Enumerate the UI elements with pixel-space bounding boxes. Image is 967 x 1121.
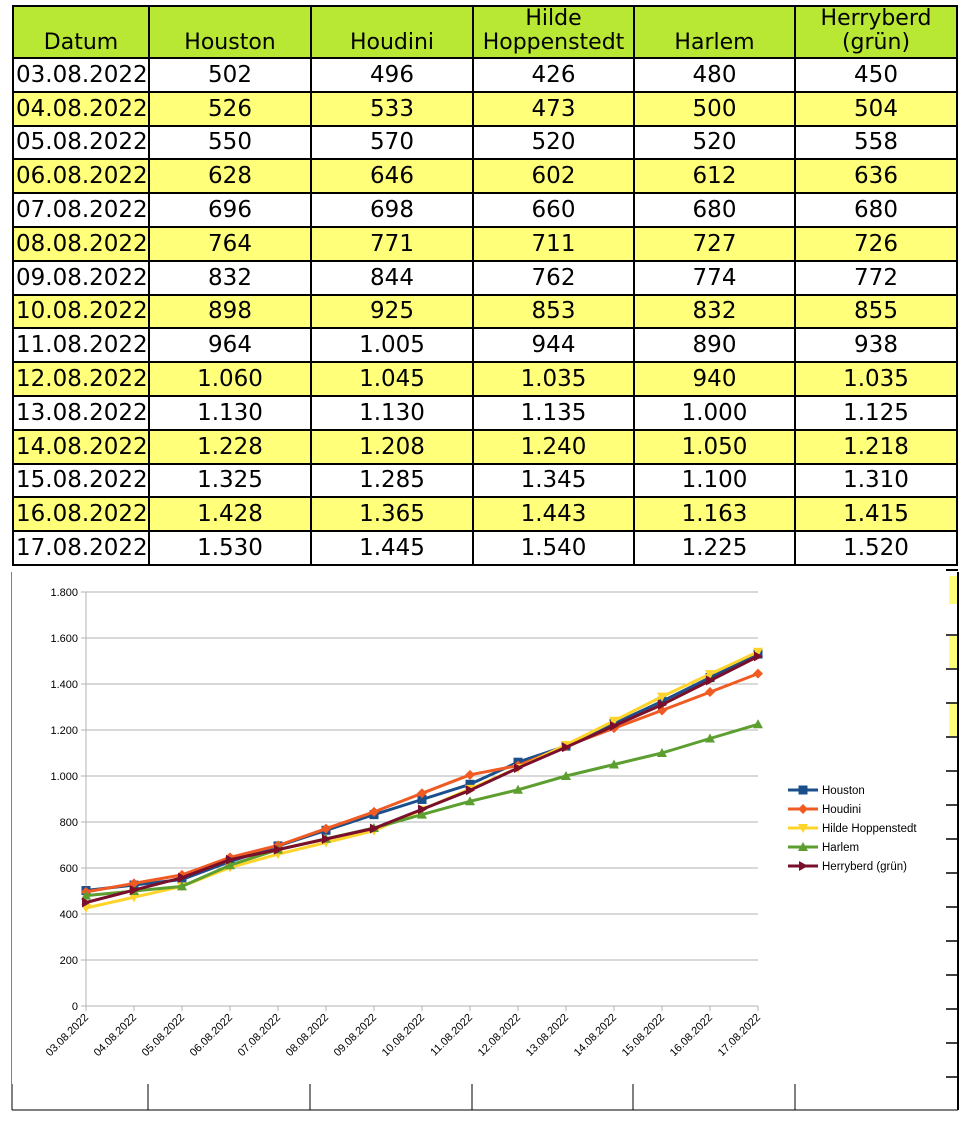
value-cell[interactable]: 533 <box>311 92 473 126</box>
value-cell[interactable]: 450 <box>795 58 957 92</box>
value-cell[interactable]: 890 <box>634 328 795 362</box>
value-cell[interactable]: 1.050 <box>634 430 795 464</box>
legend-entry: Harlem <box>822 842 860 854</box>
data-point <box>798 804 808 814</box>
value-cell[interactable]: 1.125 <box>795 396 957 430</box>
value-cell[interactable]: 1.035 <box>795 362 957 396</box>
value-cell[interactable]: 520 <box>473 126 634 160</box>
value-cell[interactable]: 1.240 <box>473 430 634 464</box>
y-tick-label: 1.000 <box>50 771 78 783</box>
value-cell[interactable]: 925 <box>311 295 473 329</box>
value-cell[interactable]: 726 <box>795 227 957 261</box>
value-cell[interactable]: 1.045 <box>311 362 473 396</box>
value-cell[interactable]: 1.310 <box>795 464 957 498</box>
y-tick-label: 600 <box>59 863 78 875</box>
x-tick-label: 15.08.2022 <box>619 1011 668 1060</box>
y-tick-label: 1.800 <box>50 587 78 599</box>
value-cell[interactable]: 496 <box>311 58 473 92</box>
value-cell[interactable]: 964 <box>149 328 311 362</box>
value-cell[interactable]: 526 <box>149 92 311 126</box>
value-cell[interactable]: 520 <box>634 126 795 160</box>
column-header-line: Houston <box>184 30 276 55</box>
value-cell[interactable]: 1.443 <box>473 497 634 531</box>
date-cell[interactable]: 13.08.2022 <box>13 396 149 430</box>
value-cell[interactable]: 1.130 <box>149 396 311 430</box>
value-cell[interactable]: 628 <box>149 159 311 193</box>
y-tick-label: 800 <box>59 817 78 829</box>
legend-entry: Herryberd (grün) <box>822 861 907 873</box>
value-cell[interactable]: 853 <box>473 295 634 329</box>
value-cell[interactable]: 764 <box>149 227 311 261</box>
value-cell[interactable]: 1.445 <box>311 531 473 565</box>
x-tick-label: 04.08.2022 <box>91 1011 140 1060</box>
y-tick-label: 400 <box>59 909 78 921</box>
value-cell[interactable]: 680 <box>795 193 957 227</box>
value-cell[interactable]: 1.208 <box>311 430 473 464</box>
value-cell[interactable]: 1.228 <box>149 430 311 464</box>
x-tick-label: 06.08.2022 <box>187 1011 236 1060</box>
y-tick-label: 1.600 <box>50 633 78 645</box>
value-cell[interactable]: 696 <box>149 193 311 227</box>
chart-svg <box>12 572 946 1084</box>
value-cell[interactable]: 612 <box>634 159 795 193</box>
legend-entry: Houdini <box>822 804 861 816</box>
value-cell[interactable]: 550 <box>149 126 311 160</box>
data-point <box>799 786 808 795</box>
value-cell[interactable]: 602 <box>473 159 634 193</box>
y-tick-label: 1.400 <box>50 679 78 691</box>
column-header-line: Harlem <box>674 30 755 55</box>
value-cell[interactable]: 1.000 <box>634 396 795 430</box>
date-cell[interactable]: 09.08.2022 <box>13 261 149 295</box>
y-tick-label: 1.200 <box>50 725 78 737</box>
column-header-line: Houdini <box>349 30 435 55</box>
value-cell[interactable]: 1.530 <box>149 531 311 565</box>
value-cell[interactable]: 1.285 <box>311 464 473 498</box>
value-cell[interactable]: 1.100 <box>634 464 795 498</box>
value-cell[interactable]: 502 <box>149 58 311 92</box>
column-header-line: (grün) <box>841 30 911 55</box>
x-tick-label: 11.08.2022 <box>428 1011 476 1059</box>
column-header-line: Herryberd <box>820 6 932 31</box>
value-cell[interactable]: 646 <box>311 159 473 193</box>
date-cell[interactable]: 14.08.2022 <box>13 430 149 464</box>
value-cell[interactable]: 1.005 <box>311 328 473 362</box>
value-cell[interactable]: 1.365 <box>311 497 473 531</box>
date-cell[interactable]: 17.08.2022 <box>13 531 149 565</box>
value-cell[interactable]: 1.415 <box>795 497 957 531</box>
value-cell[interactable]: 1.540 <box>473 531 634 565</box>
x-tick-label: 17.08.2022 <box>715 1011 764 1060</box>
value-cell[interactable]: 473 <box>473 92 634 126</box>
value-cell[interactable]: 832 <box>149 261 311 295</box>
x-tick-label: 05.08.2022 <box>139 1011 188 1060</box>
value-cell[interactable]: 1.218 <box>795 430 957 464</box>
value-cell[interactable]: 504 <box>795 92 957 126</box>
date-cell[interactable]: 10.08.2022 <box>13 295 149 329</box>
value-cell[interactable]: 1.520 <box>795 531 957 565</box>
date-cell[interactable]: 04.08.2022 <box>13 92 149 126</box>
legend-entry: Houston <box>822 785 865 797</box>
value-cell[interactable]: 1.130 <box>311 396 473 430</box>
series-line <box>86 652 758 908</box>
data-point <box>465 770 475 780</box>
value-cell[interactable]: 771 <box>311 227 473 261</box>
column-header-line: Hoppenstedt <box>482 30 625 55</box>
y-tick-label: 200 <box>59 955 78 967</box>
value-cell[interactable]: 680 <box>634 193 795 227</box>
data-point <box>705 687 715 697</box>
value-cell[interactable]: 938 <box>795 328 957 362</box>
legend-entry: Hilde Hoppenstedt <box>822 823 917 835</box>
value-cell[interactable]: 480 <box>634 58 795 92</box>
date-cell[interactable]: 11.08.2022 <box>13 328 149 362</box>
date-cell[interactable]: 07.08.2022 <box>13 193 149 227</box>
x-tick-label: 13.08.2022 <box>523 1011 572 1060</box>
y-tick-label: 0 <box>71 1001 78 1013</box>
date-cell[interactable]: 12.08.2022 <box>13 362 149 396</box>
data-point <box>799 861 808 871</box>
value-cell[interactable]: 636 <box>795 159 957 193</box>
column-header-line: Hilde <box>525 6 582 31</box>
value-cell[interactable]: 844 <box>311 261 473 295</box>
value-cell[interactable]: 711 <box>473 227 634 261</box>
x-tick-label: 09.08.2022 <box>331 1011 380 1060</box>
value-cell[interactable]: 698 <box>311 193 473 227</box>
series-line <box>86 656 758 902</box>
value-cell[interactable]: 1.060 <box>149 362 311 396</box>
value-cell[interactable]: 1.345 <box>473 464 634 498</box>
value-cell[interactable]: 762 <box>473 261 634 295</box>
line-chart <box>12 572 946 1084</box>
value-cell[interactable]: 1.225 <box>634 531 795 565</box>
value-cell[interactable]: 660 <box>473 193 634 227</box>
value-cell[interactable]: 855 <box>795 295 957 329</box>
x-tick-label: 08.08.2022 <box>283 1011 332 1060</box>
series-line <box>86 654 758 890</box>
x-tick-label: 14.08.2022 <box>571 1011 620 1060</box>
value-cell[interactable]: 1.325 <box>149 464 311 498</box>
x-tick-label: 10.08.2022 <box>379 1011 428 1060</box>
date-cell[interactable]: 16.08.2022 <box>13 497 149 531</box>
value-cell[interactable]: 1.163 <box>634 497 795 531</box>
data-point <box>753 669 763 679</box>
value-cell[interactable]: 1.035 <box>473 362 634 396</box>
x-tick-label: 07.08.2022 <box>235 1011 284 1060</box>
date-cell[interactable]: 06.08.2022 <box>13 159 149 193</box>
value-cell[interactable]: 727 <box>634 227 795 261</box>
value-cell[interactable]: 774 <box>634 261 795 295</box>
value-cell[interactable]: 1.135 <box>473 396 634 430</box>
value-cell[interactable]: 500 <box>634 92 795 126</box>
column-header-line: Datum <box>43 30 119 55</box>
date-cell[interactable]: 03.08.2022 <box>13 58 149 92</box>
data-point <box>753 719 763 728</box>
date-cell[interactable]: 05.08.2022 <box>13 126 149 160</box>
value-cell[interactable]: 558 <box>795 126 957 160</box>
date-cell[interactable]: 15.08.2022 <box>13 464 149 498</box>
value-cell[interactable]: 832 <box>634 295 795 329</box>
x-tick-label: 16.08.2022 <box>667 1011 716 1060</box>
value-cell[interactable]: 426 <box>473 58 634 92</box>
value-cell[interactable]: 940 <box>634 362 795 396</box>
value-cell[interactable]: 944 <box>473 328 634 362</box>
x-tick-label: 12.08.2022 <box>475 1011 524 1060</box>
value-cell[interactable]: 1.428 <box>149 497 311 531</box>
x-tick-label: 03.08.2022 <box>43 1011 92 1060</box>
value-cell[interactable]: 570 <box>311 126 473 160</box>
value-cell[interactable]: 898 <box>149 295 311 329</box>
date-cell[interactable]: 08.08.2022 <box>13 227 149 261</box>
value-cell[interactable]: 772 <box>795 261 957 295</box>
